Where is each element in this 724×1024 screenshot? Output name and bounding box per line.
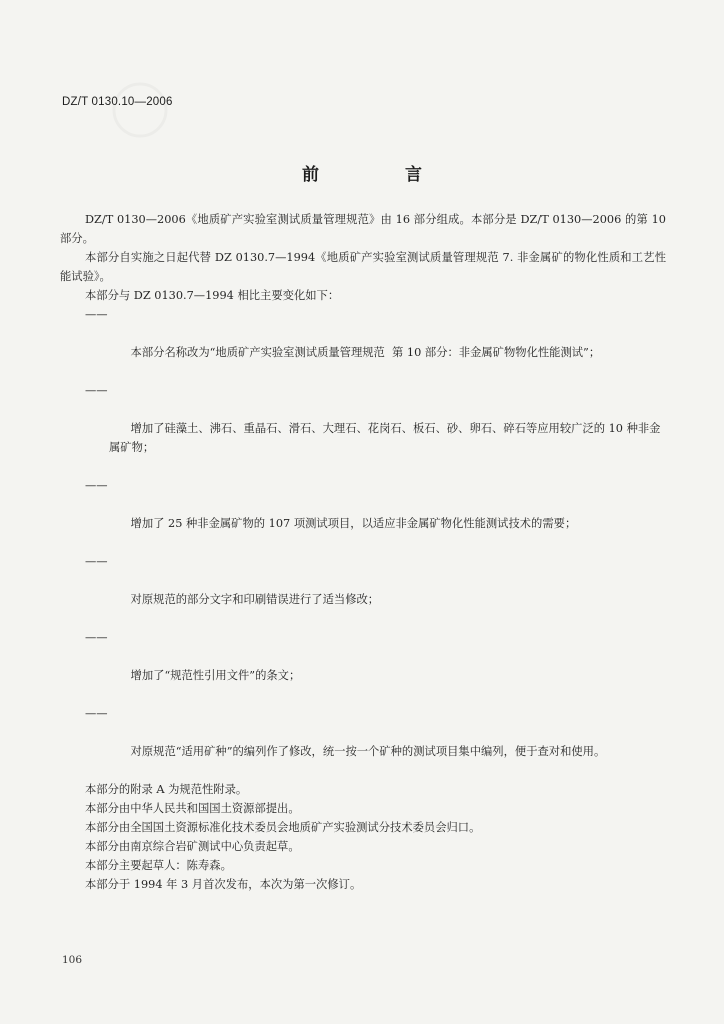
paragraph-drafting-unit: 本部分由南京综合岩矿测试中心负责起草。 — [85, 840, 300, 853]
change-item — [85, 628, 666, 704]
paragraph-changes-intro: 本部分与 DZ 0130.7—1994 相比主要变化如下： — [85, 289, 340, 302]
standard-code: DZ/T 0130.10—2006 — [62, 96, 173, 108]
change-text: 增加了 25 种非金属矿物的 107 项测试项目，以适应非金属矿物化性能测试技术的需要； — [130, 517, 577, 530]
dash-marker: —— — [85, 308, 108, 321]
dash-marker: —— — [85, 384, 108, 397]
dash-marker: —— — [85, 555, 108, 568]
dash-marker: —— — [85, 707, 108, 720]
change-item — [85, 476, 666, 552]
paragraph-committee: 本部分由全国国土资源标准化技术委员会地质矿产实验测试分技术委员会归口。 — [85, 821, 481, 834]
change-item — [85, 305, 666, 381]
change-text: 增加了“规范性引用文件”的条文； — [130, 669, 301, 682]
paragraph-proposer: 本部分由中华人民共和国国土资源部提出。 — [85, 802, 300, 815]
watermark-seal-icon — [110, 80, 170, 140]
foreword-body — [60, 210, 670, 894]
paragraph-history: 本部分于 1994 年 3 月首次发布，本次为第一次修订。 — [85, 878, 362, 891]
change-text: 本部分名称改为“地质矿产实验室测试质量管理规范 第 10 部分：非金属矿物物化性能测试”； — [130, 346, 601, 359]
paragraph-replacement: 本部分自实施之日起代替 DZ 0130.7—1994《地质矿产实验室测试质量管理规范 7. 非金属矿的物化性质和工艺性能试验》。 — [60, 251, 666, 283]
change-item — [85, 552, 666, 628]
change-text: 对原规范“适用矿种”的编列作了修改，统一按一个矿种的测试项目集中编列，便于查对和使用。 — [130, 745, 606, 758]
change-text: 对原规范的部分文字和印刷错误进行了适当修改； — [130, 593, 380, 606]
change-item — [85, 704, 666, 780]
dash-marker: —— — [85, 479, 108, 492]
page-title: 前 言 — [302, 165, 462, 185]
change-item — [85, 381, 666, 476]
paragraph-drafter: 本部分主要起草人：陈寿森。 — [85, 859, 232, 872]
page-number: 106 — [62, 954, 83, 966]
dash-marker: —— — [85, 631, 108, 644]
paragraph-annex: 本部分的附录 A 为规范性附录。 — [85, 783, 248, 796]
paragraph-composition: DZ/T 0130—2006《地质矿产实验室测试质量管理规范》由 16 部分组成。本部分是 DZ/T 0130—2006 的第 10 部分。 — [60, 213, 670, 245]
change-text: 增加了硅藻土、沸石、重晶石、滑石、大理石、花岗石、板石、砂、卵石、碎石等应用较广泛的 10 种非金属矿物； — [109, 422, 661, 454]
